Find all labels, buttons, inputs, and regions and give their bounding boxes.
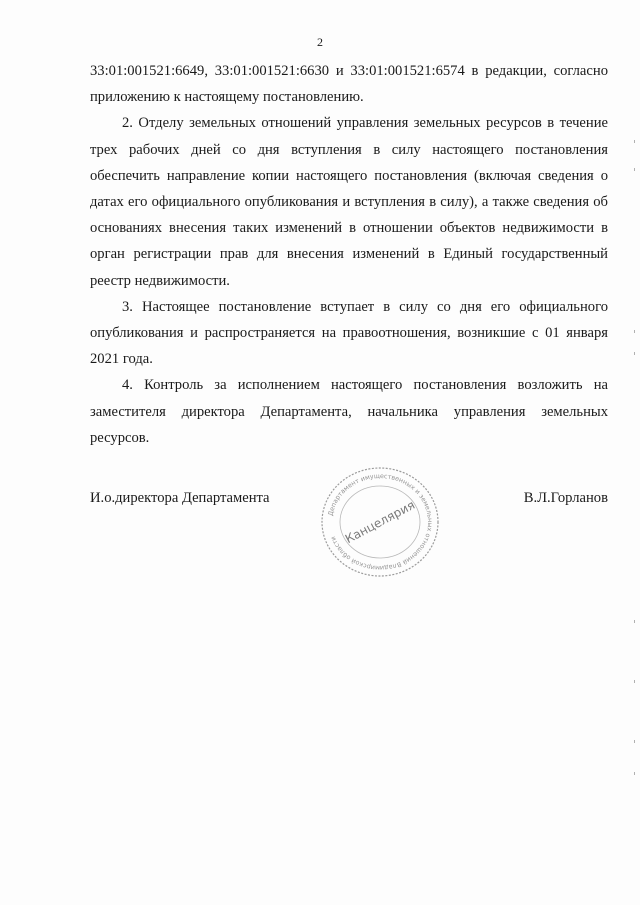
page-number: 2 xyxy=(317,35,323,49)
paragraph-3: 3. Настоящее постановление вступает в силу со дня его официального опубликования и распространяется на правоотношения, возникшие с 01 января 2021 года. xyxy=(90,298,608,368)
stamp-center-text: Канцелярия xyxy=(342,497,418,547)
stamp-ring-text: Департамент имущественных и земельных отношений Владимирской области xyxy=(326,471,435,573)
paragraph-1: 33:01:001521:6649, 33:01:001521:6630 и 33:01:001521:6574 в редакции, согласно приложению к настоящему постановлению. xyxy=(90,63,608,106)
paragraph-2: 2. Отделу земельных отношений управления земельных ресурсов в течение трех рабочих дней со дня вступления в силу настоящего постановления обеспечить направление копии настоящего постановления (включая сведения о датах его официального опубликования и вступления в силу), а также сведения об основаниях внесения таких изменений в отношении объектов недвижимости в орган регистрации прав для внесения изменений в Единый государственный реестр недвижимости. xyxy=(90,115,608,289)
scan-edge-marks xyxy=(634,140,636,780)
paragraph-4: 4. Контроль за исполнением настоящего постановления возложить на заместителя директора Департамента, начальника управления земельных ресурсов. xyxy=(90,377,608,446)
document-body xyxy=(90,58,608,451)
signatory-name: В.Л.Горланов xyxy=(523,490,608,506)
office-stamp-seal xyxy=(314,462,446,582)
signatory-title: И.о.директора Департамента xyxy=(90,490,270,506)
